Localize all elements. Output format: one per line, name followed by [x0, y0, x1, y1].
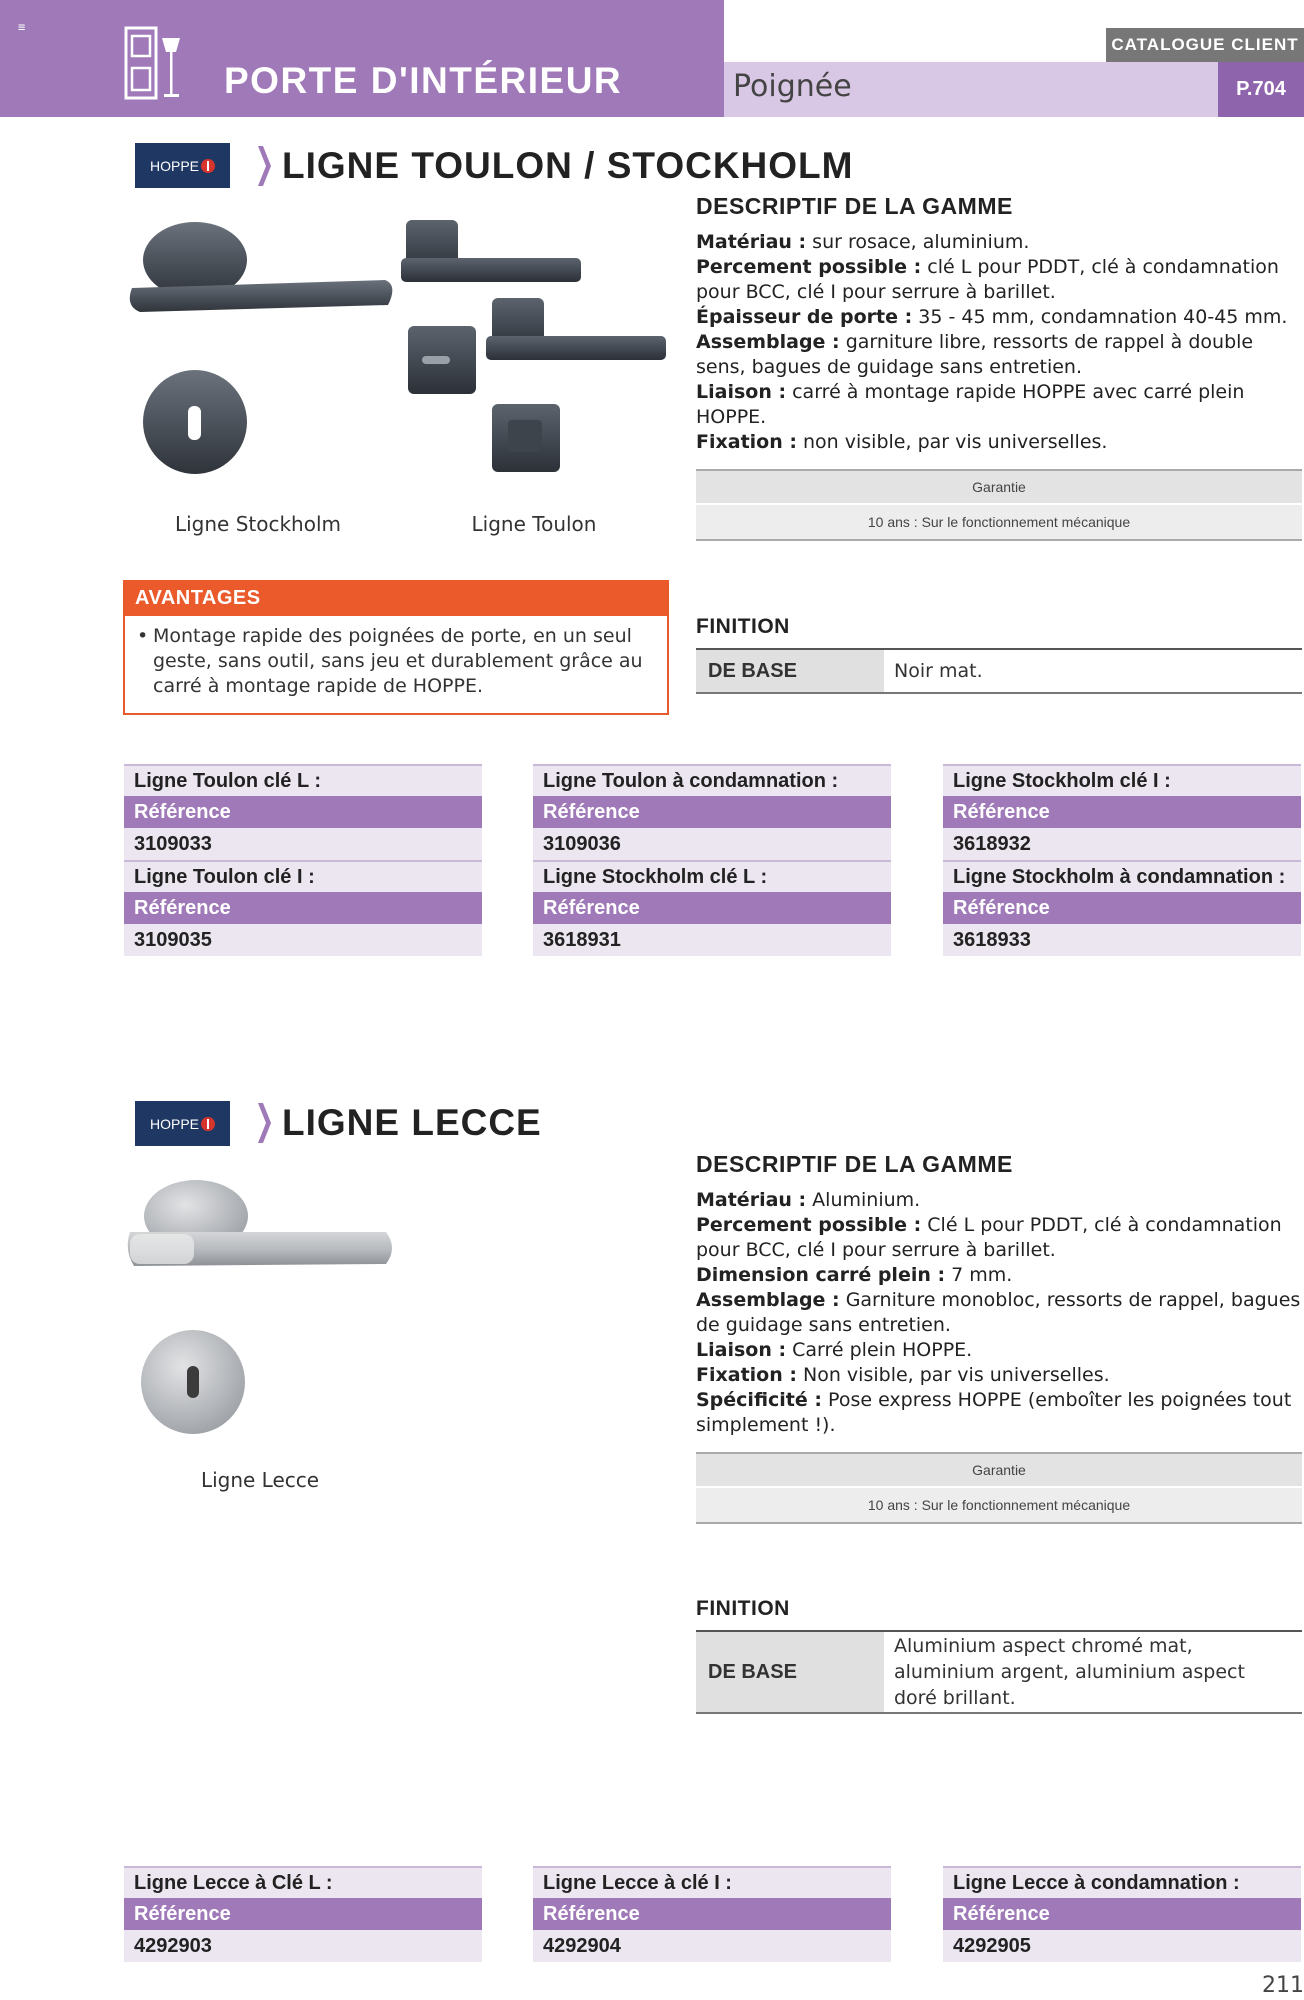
page-title: PORTE D'INTÉRIEUR [224, 60, 623, 101]
ref-value: 4292904 [533, 1930, 891, 1962]
ref-label: Référence [533, 1898, 891, 1930]
ref-label: Référence [533, 796, 891, 828]
ref-product-name: Ligne Lecce à clé I : [533, 1866, 891, 1898]
bullet: • [137, 625, 149, 647]
catalogue-label: CATALOGUE CLIENT [1106, 28, 1304, 62]
garantie-label: Garantie [696, 471, 1302, 505]
desc-line: Fixation : Non visible, par vis universelles. [696, 1364, 1110, 1386]
ref-value: 3109036 [533, 828, 891, 860]
section-title-lecce: LIGNE LECCE [282, 1102, 542, 1143]
desc-line: Matériau : Aluminium. [696, 1189, 921, 1211]
toulon-handle-image [396, 218, 676, 478]
desc-line: Épaisseur de porte : 35 - 45 mm, condamnation 40-45 mm. [696, 306, 1288, 328]
ref-label: Référence [943, 796, 1301, 828]
ref-value: 3618932 [943, 828, 1301, 860]
finition-heading-1: FINITION [696, 615, 790, 638]
ref-label: Référence [124, 796, 482, 828]
desc-line: Liaison : carré à montage rapide HOPPE avec carré plein HOPPE. [696, 381, 1245, 428]
finition-key: DE BASE [696, 650, 884, 692]
desc-line: Dimension carré plein : 7 mm. [696, 1264, 1013, 1286]
ref-label: Référence [124, 1898, 482, 1930]
ref-table [943, 764, 1301, 956]
caption-lecce: Ligne Lecce [200, 1468, 320, 1492]
page-number: 211 [1262, 1973, 1304, 1998]
desc-line: Percement possible : clé L pour PDDT, clé à condamnation pour BCC, clé I pour serrure à barillet. [696, 256, 1279, 303]
avantages-item [125, 616, 667, 699]
desc-heading-1: DESCRIPTIF DE LA GAMME [696, 193, 1013, 219]
subtitle: Poignée [733, 69, 852, 104]
ref-table [943, 1866, 1301, 1962]
desc-line: Assemblage : Garniture monobloc, ressorts de rappel, bagues de guidage sans entretien. [696, 1289, 1301, 1336]
ref-value: 4292903 [124, 1930, 482, 1962]
ref-value: 3618931 [533, 924, 891, 956]
ref-product-name: Ligne Toulon à condamnation : [533, 764, 891, 796]
ref-value: 3618933 [943, 924, 1301, 956]
garantie-value: 10 ans : Sur le fonctionnement mécanique [696, 1488, 1302, 1522]
finition-key: DE BASE [696, 1632, 884, 1712]
finition-table-1 [696, 648, 1302, 694]
desc-heading-2: DESCRIPTIF DE LA GAMME [696, 1151, 1013, 1177]
ref-table [533, 1866, 891, 1962]
header-banner [0, 0, 724, 117]
ref-table [124, 1866, 482, 1962]
ref-value: 3109033 [124, 828, 482, 860]
hoppe-logo [135, 1101, 230, 1146]
avantages-box [123, 580, 669, 715]
finition-value: Noir mat. [894, 660, 983, 682]
ref-product-name: Ligne Toulon clé I : [124, 860, 482, 892]
subtitle-bar [724, 62, 1218, 117]
ref-product-name: Ligne Lecce à Clé L : [124, 1866, 482, 1898]
brand-dot-icon [201, 1117, 215, 1131]
ref-value: 4292905 [943, 1930, 1301, 1962]
desc-line: Matériau : sur rosace, aluminium. [696, 231, 1030, 253]
brand-dot-icon [201, 159, 215, 173]
desc-line: Fixation : non visible, par vis universelles. [696, 431, 1108, 453]
chevron-right-icon [258, 146, 271, 186]
garantie-table-1 [696, 469, 1302, 541]
hoppe-logo [135, 143, 230, 188]
brand-name: HOPPE [149, 157, 199, 174]
desc-line: Percement possible : Clé L pour PDDT, clé à condamnation pour BCC, clé I pour serrure à barillet. [696, 1214, 1282, 1261]
chevron-right-icon [258, 1103, 271, 1143]
description-1 [696, 230, 1304, 455]
desc-line: Liaison : Carré plein HOPPE. [696, 1339, 973, 1361]
garantie-label: Garantie [696, 1454, 1302, 1488]
ref-table [533, 764, 891, 956]
ref-product-name: Ligne Stockholm clé L : [533, 860, 891, 892]
garantie-value: 10 ans : Sur le fonctionnement mécanique [696, 505, 1302, 539]
page-ref: P.704 [1218, 62, 1304, 117]
section-title-toulon-stockholm: LIGNE TOULON / STOCKHOLM [282, 145, 854, 186]
ref-label: Référence [943, 892, 1301, 924]
brand-name: HOPPE [149, 1115, 199, 1132]
garantie-table-2 [696, 1452, 1302, 1524]
caption-toulon: Ligne Toulon [471, 512, 597, 536]
stockholm-handle-image [120, 210, 400, 480]
desc-line: Assemblage : garniture libre, ressorts de rappel à double sens, bagues de guidage sans entretien. [696, 331, 1254, 378]
avantages-text: Montage rapide des poignées de porte, en un seul geste, sans outil, sans jeu et durablement grâce au carré à montage rapide de HOPPE. [153, 625, 643, 697]
ref-product-name: Ligne Stockholm à condamnation : [943, 860, 1301, 892]
ref-label: Référence [124, 892, 482, 924]
ref-product-name: Ligne Toulon clé L : [124, 764, 482, 796]
ref-product-name: Ligne Lecce à condamnation : [943, 1866, 1301, 1898]
door-lamp-icon [124, 26, 184, 100]
desc-line: Spécificité : Pose express HOPPE (emboîter les poignées tout simplement !). [696, 1389, 1292, 1436]
ref-table [124, 764, 482, 956]
finition-heading-2: FINITION [696, 1597, 790, 1620]
ref-label: Référence [533, 892, 891, 924]
description-2 [696, 1188, 1304, 1438]
menu-icon[interactable]: ≡ [18, 20, 26, 34]
ref-product-name: Ligne Stockholm clé I : [943, 764, 1301, 796]
lecce-handle-image [124, 1166, 400, 1446]
ref-label: Référence [943, 1898, 1301, 1930]
ref-value: 3109035 [124, 924, 482, 956]
caption-stockholm: Ligne Stockholm [174, 512, 342, 536]
avantages-title: AVANTAGES [125, 580, 667, 616]
finition-table-2 [696, 1630, 1302, 1714]
finition-value: Aluminium aspect chromé mat, aluminium argent, aluminium aspect doré brillant. [894, 1635, 1245, 1709]
